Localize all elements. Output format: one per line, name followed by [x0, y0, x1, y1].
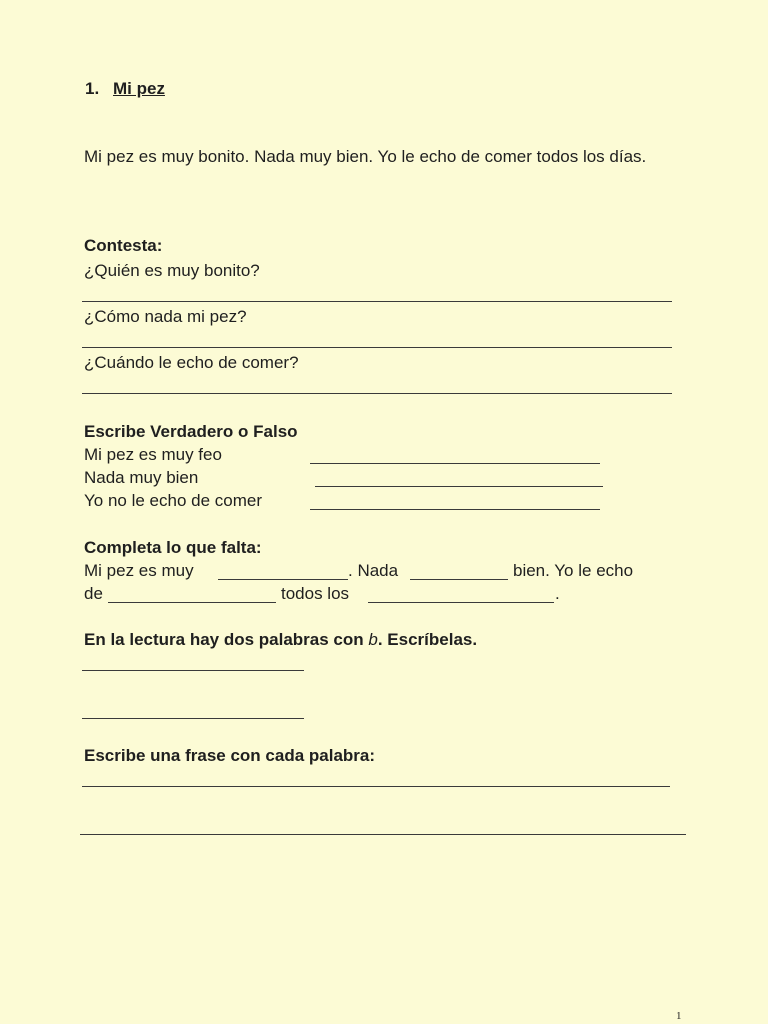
b-word-line-1[interactable]: [82, 670, 304, 671]
page-number: 1: [676, 1010, 682, 1022]
section-title: Mi pez: [113, 79, 165, 98]
fill-line-2-part-2: todos los: [281, 584, 350, 603]
fill-line-2-part-1: de: [84, 584, 103, 603]
b-words-heading-part-1: En la lectura hay dos palabras con: [84, 630, 369, 649]
answer-heading: Contesta:: [84, 236, 163, 255]
answer-line-2[interactable]: [82, 347, 672, 348]
statement-2: Nada muy bien: [84, 468, 199, 487]
fill-blank-1[interactable]: [218, 579, 348, 580]
fill-blank-2[interactable]: [410, 579, 508, 580]
answer-line-1[interactable]: [82, 301, 672, 302]
b-words-heading-part-2: . Escríbelas.: [377, 630, 478, 649]
b-word-line-2[interactable]: [82, 718, 304, 719]
fill-line-1-part-1: Mi pez es muy: [84, 561, 194, 580]
question-1: ¿Quién es muy bonito?: [84, 261, 260, 280]
sentence-line-2[interactable]: [80, 834, 686, 835]
question-3: ¿Cuándo le echo de comer?: [84, 353, 299, 372]
sentence-line-1[interactable]: [82, 786, 670, 787]
reading-paragraph: Mi pez es muy bonito. Nada muy bien. Yo le echo de comer todos los días.: [84, 147, 647, 166]
section-number: 1.: [85, 79, 100, 98]
question-2: ¿Cómo nada mi pez?: [84, 307, 247, 326]
statement-3: Yo no le echo de comer: [84, 491, 262, 510]
fill-line-1-part-2: . Nada: [348, 561, 399, 580]
b-words-heading-letter: b: [368, 630, 378, 649]
fill-blanks-heading: Completa lo que falta:: [84, 538, 262, 557]
true-false-line-3[interactable]: [310, 509, 600, 510]
fill-line-1-part-3: bien. Yo le echo: [513, 561, 634, 580]
true-false-heading: Escribe Verdadero o Falso: [84, 422, 298, 441]
sentence-task-heading: Escribe una frase con cada palabra:: [84, 746, 376, 765]
true-false-line-1[interactable]: [310, 463, 600, 464]
statement-1: Mi pez es muy feo: [84, 445, 222, 464]
fill-blank-3[interactable]: [108, 602, 276, 603]
fill-line-2-part-3: .: [555, 584, 560, 603]
true-false-line-2[interactable]: [315, 486, 603, 487]
b-words-heading: [84, 630, 477, 650]
fill-blank-4[interactable]: [368, 602, 554, 603]
answer-line-3[interactable]: [82, 393, 672, 394]
